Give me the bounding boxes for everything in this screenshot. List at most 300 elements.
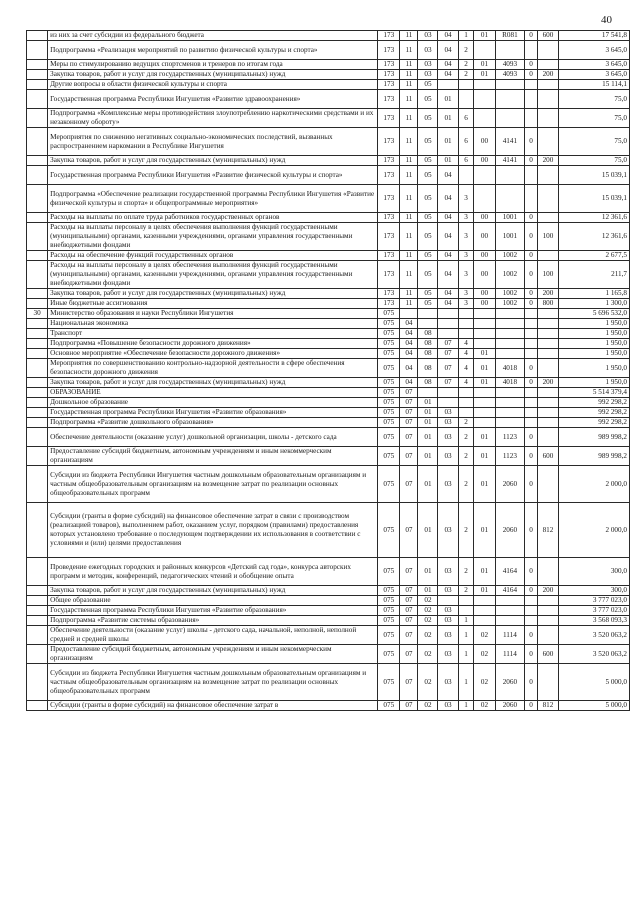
row-code-1: 173 [378,166,400,185]
row-number [27,109,48,128]
row-code-9: 200 [537,586,558,596]
row-number [27,606,48,616]
row-code-7 [495,90,525,109]
row-code-9 [537,60,558,70]
row-code-3: 05 [418,156,438,166]
row-code-7: 1114 [495,645,525,664]
row-code-3: 08 [418,359,438,378]
row-number [27,251,48,261]
row-code-1: 173 [378,156,400,166]
row-code-5: 4 [458,339,474,349]
row-code-8 [525,90,538,109]
row-code-6: 01 [474,359,495,378]
row-name: Подпрограмма «Повышение безопасности дорожного движения» [48,339,378,349]
row-code-8: 0 [525,213,538,223]
row-code-3: 03 [418,41,438,60]
row-code-8: 0 [525,156,538,166]
row-amount: 5 000,0 [559,664,630,701]
row-code-7: 2060 [495,503,525,558]
row-code-7: 1114 [495,626,525,645]
row-code-9: 200 [537,378,558,388]
row-name: Обеспечение деятельности (оказание услуг) школы - детского сада, начальной, неполной, неполной средней и средней школы [48,626,378,645]
row-amount: 989 998,2 [559,447,630,466]
row-code-7: 4093 [495,60,525,70]
row-amount: 211,7 [559,261,630,289]
row-code-6: 00 [474,251,495,261]
row-code-8: 0 [525,447,538,466]
row-code-7 [495,109,525,128]
row-code-9 [537,128,558,156]
row-name: Государственная программа Республики Ингушетия «Развитие образования» [48,408,378,418]
row-code-7 [495,329,525,339]
table-row [27,319,630,329]
row-code-3: 05 [418,251,438,261]
row-number [27,664,48,701]
row-code-7 [495,606,525,616]
row-amount: 12 361,6 [559,213,630,223]
row-number [27,388,48,398]
row-amount: 3 777 023,0 [559,606,630,616]
row-code-1: 173 [378,213,400,223]
table-row [27,109,630,128]
row-code-6: 01 [474,378,495,388]
row-code-4: 04 [438,60,458,70]
row-code-8: 0 [525,128,538,156]
row-amount: 3 520 063,2 [559,645,630,664]
row-code-7: 2060 [495,466,525,503]
row-code-4: 03 [438,503,458,558]
row-code-4 [438,309,458,319]
row-code-5: 1 [458,701,474,711]
row-code-1: 173 [378,60,400,70]
row-code-3 [418,309,438,319]
row-code-7 [495,339,525,349]
row-code-9 [537,166,558,185]
row-code-5: 2 [458,70,474,80]
row-code-1: 075 [378,503,400,558]
row-code-2: 07 [400,388,418,398]
row-code-1: 075 [378,664,400,701]
row-code-1: 075 [378,586,400,596]
row-amount: 15 039,1 [559,166,630,185]
row-code-1: 075 [378,329,400,339]
row-code-2: 04 [400,339,418,349]
row-amount: 2 000,0 [559,503,630,558]
row-number [27,156,48,166]
row-code-2: 11 [400,31,418,41]
row-number [27,299,48,309]
row-code-4: 03 [438,466,458,503]
row-code-2: 07 [400,398,418,408]
row-code-1: 173 [378,261,400,289]
row-number [27,645,48,664]
row-code-1: 075 [378,309,400,319]
row-code-4 [438,80,458,90]
row-code-3: 08 [418,339,438,349]
row-number [27,466,48,503]
row-code-9 [537,466,558,503]
row-amount: 300,0 [559,586,630,596]
row-name: Министерство образования и науки Республики Ингушетия [48,309,378,319]
row-code-5 [458,398,474,408]
table-row [27,60,630,70]
row-amount: 3 645,0 [559,60,630,70]
row-number [27,60,48,70]
row-code-5 [458,388,474,398]
row-code-7 [495,80,525,90]
row-amount: 12 361,6 [559,223,630,251]
row-code-8: 0 [525,261,538,289]
table-row [27,41,630,60]
row-code-8: 0 [525,378,538,388]
row-code-8: 0 [525,586,538,596]
row-code-4: 07 [438,378,458,388]
row-code-2: 11 [400,109,418,128]
row-code-6: 01 [474,60,495,70]
row-code-9 [537,339,558,349]
row-code-2: 11 [400,166,418,185]
row-code-9 [537,349,558,359]
row-amount: 992 298,2 [559,418,630,428]
row-code-9 [537,408,558,418]
row-amount: 15 039,1 [559,185,630,213]
row-code-3: 08 [418,378,438,388]
row-code-9: 600 [537,645,558,664]
row-code-8: 0 [525,31,538,41]
row-code-4: 03 [438,606,458,616]
row-code-8: 0 [525,223,538,251]
row-code-4: 07 [438,349,458,359]
row-name: Субсидии из бюджета Республики Ингушетия частным дошкольным образовательным организациям и частным общеобразовательным организациям на возмещение затрат по реализации основных общеобразовательных программ [48,664,378,701]
row-number [27,408,48,418]
row-code-4 [438,596,458,606]
row-code-1: 075 [378,645,400,664]
row-amount: 2 677,5 [559,251,630,261]
row-code-1: 173 [378,90,400,109]
table-row [27,90,630,109]
row-code-8 [525,606,538,616]
row-code-8 [525,339,538,349]
row-code-8 [525,319,538,329]
row-code-1: 173 [378,41,400,60]
row-code-9: 100 [537,261,558,289]
row-number [27,398,48,408]
row-amount: 1 950,0 [559,359,630,378]
table-row [27,701,630,711]
row-code-3: 03 [418,70,438,80]
row-code-5: 2 [458,447,474,466]
row-number [27,349,48,359]
row-code-6: 00 [474,213,495,223]
row-code-6: 02 [474,626,495,645]
row-code-7: 4164 [495,558,525,586]
row-code-6 [474,616,495,626]
row-code-5 [458,319,474,329]
row-code-8: 0 [525,664,538,701]
row-code-6 [474,398,495,408]
row-name: Основное мероприятие «Обеспечение безопасности дорожного движения» [48,349,378,359]
row-name: Закупка товаров, работ и услуг для государственных (муниципальных) нужд [48,289,378,299]
row-code-1: 173 [378,128,400,156]
row-amount: 1 950,0 [559,378,630,388]
row-code-4: 04 [438,261,458,289]
row-code-9 [537,596,558,606]
row-amount: 5 514 379,4 [559,388,630,398]
row-amount: 17 541,8 [559,31,630,41]
row-code-2: 11 [400,261,418,289]
row-code-3: 05 [418,223,438,251]
row-name: из них за счет субсидии из федерального бюджета [48,31,378,41]
row-name: Закупка товаров, работ и услуг для государственных (муниципальных) нужд [48,70,378,80]
row-code-2: 11 [400,70,418,80]
row-number [27,626,48,645]
table-row [27,166,630,185]
row-code-9 [537,398,558,408]
row-code-8: 0 [525,558,538,586]
row-amount: 1 950,0 [559,349,630,359]
row-code-5 [458,596,474,606]
row-code-4 [438,398,458,408]
row-code-4: 04 [438,70,458,80]
row-code-1: 173 [378,299,400,309]
row-code-4: 03 [438,701,458,711]
row-number [27,319,48,329]
row-code-2: 07 [400,408,418,418]
row-code-3: 05 [418,185,438,213]
row-code-7 [495,349,525,359]
row-code-5: 3 [458,185,474,213]
row-amount: 75,0 [559,128,630,156]
row-code-9 [537,664,558,701]
row-number [27,586,48,596]
row-code-6: 01 [474,558,495,586]
row-code-9 [537,616,558,626]
table-row [27,586,630,596]
row-amount: 3 645,0 [559,41,630,60]
row-code-2: 11 [400,251,418,261]
row-number [27,447,48,466]
row-number [27,503,48,558]
row-code-3 [418,388,438,398]
row-code-7: 1123 [495,447,525,466]
row-code-3 [418,319,438,329]
row-name: ОБРАЗОВАНИЕ [48,388,378,398]
row-code-3: 01 [418,466,438,503]
row-number [27,339,48,349]
row-code-3: 08 [418,329,438,339]
row-code-5: 4 [458,349,474,359]
row-code-6 [474,408,495,418]
budget-table-body [27,31,630,711]
row-code-6: 02 [474,664,495,701]
row-code-6: 00 [474,156,495,166]
row-code-4: 07 [438,339,458,349]
row-code-9 [537,359,558,378]
row-code-9 [537,606,558,616]
row-code-5: 2 [458,428,474,447]
table-row [27,261,630,289]
row-code-1: 075 [378,408,400,418]
row-code-2: 07 [400,418,418,428]
row-code-2: 11 [400,213,418,223]
row-code-1: 173 [378,251,400,261]
row-code-1: 075 [378,447,400,466]
row-code-1: 075 [378,398,400,408]
row-code-1: 075 [378,701,400,711]
row-code-3: 01 [418,558,438,586]
row-code-7 [495,185,525,213]
row-code-4: 03 [438,626,458,645]
row-name: Проведение ежегодных городских и районных конкурсов «Детский сад года», конкурса авторских программ и методик, конференций, педагогических чтений и обобщение опыта [48,558,378,586]
row-code-8 [525,185,538,213]
row-code-2: 07 [400,586,418,596]
row-code-8: 0 [525,645,538,664]
row-code-5: 3 [458,213,474,223]
row-code-7: 1002 [495,261,525,289]
row-code-5: 1 [458,31,474,41]
row-code-6 [474,109,495,128]
row-name: Государственная программа Республики Ингушетия «Развитие физической культуры и спорта» [48,166,378,185]
row-code-5: 1 [458,616,474,626]
row-code-4: 04 [438,31,458,41]
row-code-3: 05 [418,90,438,109]
row-code-4: 04 [438,289,458,299]
row-code-7: 4164 [495,586,525,596]
row-name: Предоставление субсидий бюджетным, автономным учреждениям и иным некоммерческим организациям [48,447,378,466]
table-row [27,349,630,359]
table-row [27,428,630,447]
row-code-9 [537,418,558,428]
row-code-5: 2 [458,558,474,586]
row-code-7: 4093 [495,70,525,80]
row-code-6: 00 [474,289,495,299]
table-row [27,185,630,213]
row-code-4 [438,329,458,339]
row-code-7 [495,388,525,398]
row-number [27,558,48,586]
row-code-7 [495,596,525,606]
row-amount: 3 645,0 [559,70,630,80]
row-code-5 [458,80,474,90]
row-code-4: 04 [438,213,458,223]
row-amount: 75,0 [559,156,630,166]
row-code-8: 0 [525,626,538,645]
row-code-1: 075 [378,418,400,428]
table-row [27,128,630,156]
row-code-3: 01 [418,428,438,447]
row-code-4: 03 [438,664,458,701]
row-code-1: 075 [378,596,400,606]
table-row [27,80,630,90]
row-amount: 75,0 [559,109,630,128]
row-code-9: 600 [537,447,558,466]
table-row [27,251,630,261]
row-code-8: 0 [525,289,538,299]
row-code-3: 02 [418,626,438,645]
row-code-7: R081 [495,31,525,41]
row-code-1: 173 [378,31,400,41]
row-code-9 [537,90,558,109]
row-code-9 [537,626,558,645]
row-code-5 [458,166,474,185]
row-code-5: 3 [458,299,474,309]
row-code-7: 4018 [495,378,525,388]
row-number [27,41,48,60]
row-code-5: 4 [458,378,474,388]
table-row [27,289,630,299]
row-number [27,223,48,251]
row-code-5: 2 [458,41,474,60]
row-code-2: 11 [400,223,418,251]
row-code-6 [474,166,495,185]
row-code-9 [537,428,558,447]
row-code-6: 01 [474,70,495,80]
row-name: Меры по стимулированию ведущих спортсменов и тренеров по итогам года [48,60,378,70]
row-code-6: 00 [474,223,495,251]
row-number [27,80,48,90]
row-code-2: 07 [400,616,418,626]
row-code-2: 11 [400,289,418,299]
row-name: Расходы на выплаты по оплате труда работников государственных органов [48,213,378,223]
row-code-4: 03 [438,447,458,466]
row-code-4: 03 [438,408,458,418]
row-amount: 5 000,0 [559,701,630,711]
row-code-1: 075 [378,626,400,645]
row-code-2: 07 [400,447,418,466]
row-name: Общее образование [48,596,378,606]
row-code-7: 1001 [495,213,525,223]
table-row [27,329,630,339]
row-code-4: 01 [438,109,458,128]
row-code-2: 11 [400,128,418,156]
row-code-1: 075 [378,558,400,586]
row-code-6: 01 [474,349,495,359]
row-code-4 [438,388,458,398]
row-code-3: 05 [418,166,438,185]
row-amount: 992 298,2 [559,408,630,418]
row-code-1: 173 [378,289,400,299]
row-code-2: 11 [400,299,418,309]
row-code-1: 075 [378,378,400,388]
row-code-1: 173 [378,223,400,251]
budget-table [26,30,630,711]
row-code-6: 01 [474,503,495,558]
table-row [27,359,630,378]
row-code-2: 11 [400,156,418,166]
row-code-8 [525,166,538,185]
row-code-7 [495,309,525,319]
row-name: Иные бюджетные ассигнования [48,299,378,309]
row-code-2: 04 [400,319,418,329]
row-code-7 [495,418,525,428]
row-code-7: 4141 [495,156,525,166]
row-code-6: 01 [474,31,495,41]
row-code-6: 02 [474,645,495,664]
row-code-5: 2 [458,418,474,428]
row-code-9 [537,329,558,339]
row-code-3: 01 [418,408,438,418]
row-code-6 [474,41,495,60]
row-number [27,701,48,711]
row-code-7 [495,408,525,418]
table-row [27,339,630,349]
row-code-8 [525,596,538,606]
row-amount: 300,0 [559,558,630,586]
row-code-3: 01 [418,586,438,596]
row-code-1: 173 [378,80,400,90]
row-number [27,289,48,299]
row-code-8: 0 [525,299,538,309]
